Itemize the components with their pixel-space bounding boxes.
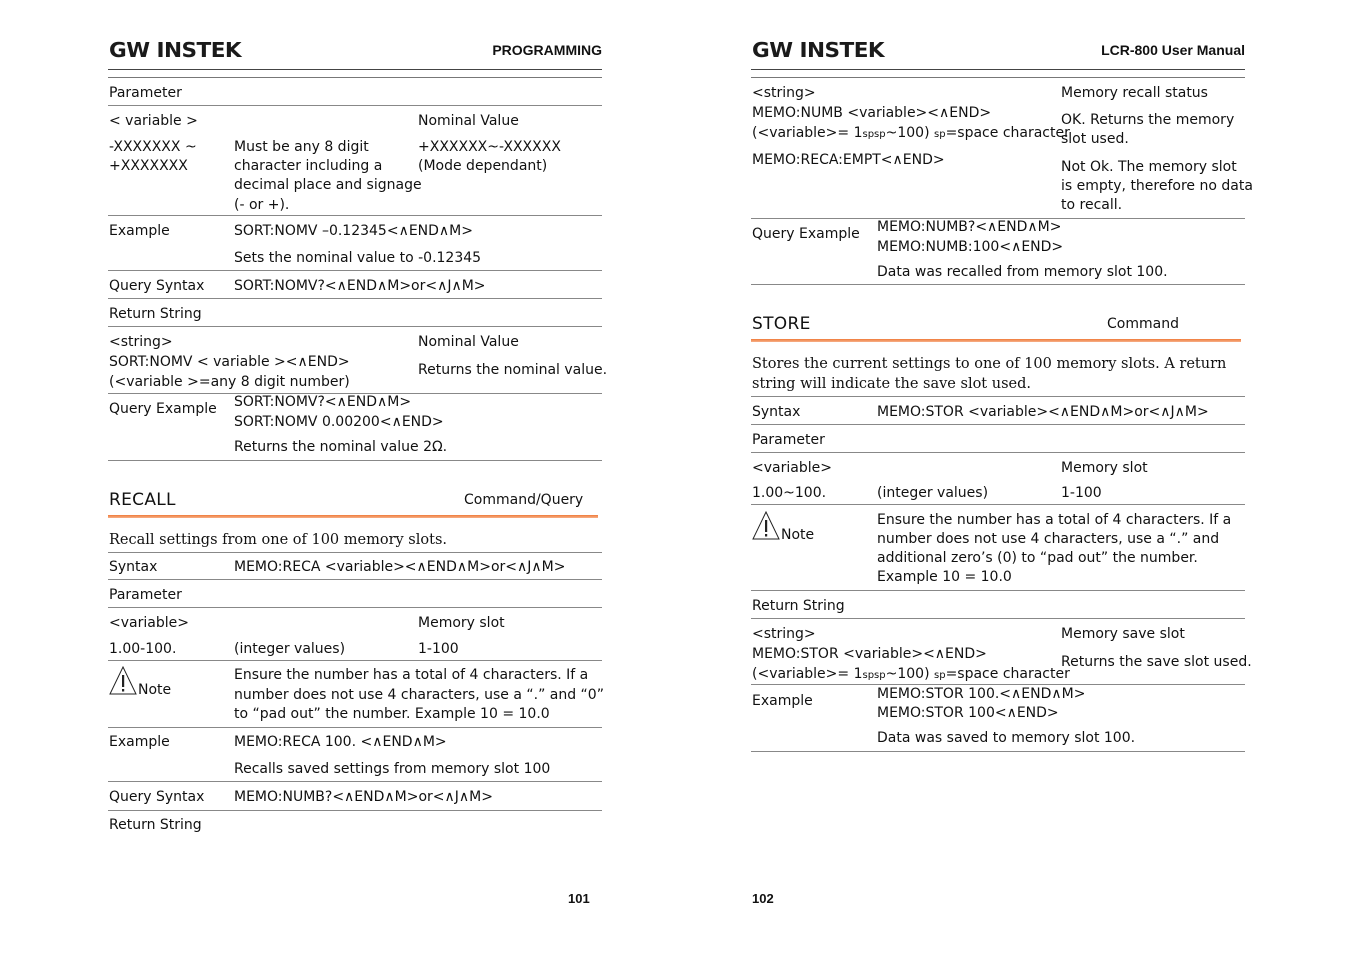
query-example-desc: Data was recalled from memory slot 100. [877, 264, 1168, 280]
store-example-cmd2: MEMO:STOR 100<∧END> [877, 705, 1059, 721]
header-title: LCR-800 User Manual [1101, 42, 1245, 58]
recall-string-row [751, 84, 1253, 219]
string-head: Memory save slot [1061, 626, 1185, 642]
recall-query-syntax-command: MEMO:NUMB?<∧END∧M>or<∧J∧M> [234, 789, 493, 805]
recall-example-row [108, 733, 602, 755]
store-underline [751, 339, 1241, 342]
empty-command: MEMO:RECA:EMPT<∧END> [752, 152, 945, 168]
var-b: ~100) [885, 125, 934, 141]
recall-range-row [108, 640, 602, 661]
page-number: 101 [568, 891, 590, 906]
recall-return-label: Return String [109, 817, 202, 833]
store-example-desc: Data was saved to memory slot 100. [877, 730, 1136, 746]
must-text-1: Must be any 8 digit [234, 139, 369, 155]
string-head: Nominal Value [418, 334, 519, 350]
string-command: SORT:NOMV < variable ><∧END> [109, 354, 350, 370]
store-syntax-label: Syntax [752, 404, 801, 420]
header-rule [108, 69, 602, 70]
query-example-row [108, 393, 602, 437]
store-desc-1: Stores the current settings to one of 100 memory slots. A return [752, 356, 1227, 372]
recall-return-row [108, 816, 602, 837]
note-line-3: additional zero’s (0) to “pad out” the number. [877, 550, 1198, 566]
param-row [108, 84, 602, 106]
note-line-2: number does not use 4 characters, use a “.” and “0” [234, 687, 604, 703]
warning-icon [109, 666, 137, 696]
recall-type: Command/Query [464, 492, 584, 508]
recall-param-row [108, 586, 602, 608]
store-range-row [751, 484, 1245, 505]
recall-range: 1.00-100. [109, 641, 177, 657]
note-line-1: Ensure the number has a total of 4 characters. If a [877, 512, 1232, 528]
store-syntax-row [751, 403, 1245, 425]
store-example-cmd1: MEMO:STOR 100.<∧END∧M> [877, 686, 1086, 702]
string-variable [752, 124, 1070, 144]
note-line-2: number does not use 4 characters, use a “.” and [877, 531, 1220, 547]
nok-line-1: Not Ok. The memory slot [1061, 159, 1237, 175]
status-head: Memory recall status [1061, 85, 1208, 101]
string-row [108, 333, 608, 394]
recall-param-label: Parameter [109, 587, 182, 603]
var-a: (<variable>= 1 [752, 666, 863, 682]
query-example-row [751, 218, 1245, 262]
store-string-row [751, 625, 1252, 685]
recall-query-syntax-row [108, 788, 602, 811]
var-c: =space character [945, 125, 1070, 141]
range-row [108, 138, 602, 216]
store-example-desc-row [751, 729, 1245, 752]
must-text-2: character including a [234, 158, 383, 174]
note-label: Note [781, 527, 815, 543]
store-param-label: Parameter [752, 432, 825, 448]
example-desc-row [108, 249, 602, 271]
store-type: Command [1107, 316, 1179, 332]
var-sub-spsp: spsp [862, 670, 886, 681]
nok-line-3: to recall. [1061, 197, 1123, 213]
return-string-label: Return String [109, 306, 202, 322]
query-syntax-label: Query Syntax [109, 278, 205, 294]
query-syntax-row [108, 277, 602, 299]
variable-row [108, 112, 602, 134]
store-desc [752, 354, 1226, 394]
var-b: ~100) [885, 666, 934, 682]
query-example-cmd1: MEMO:NUMB?<∧END∧M> [877, 219, 1062, 235]
query-example-cmd2: MEMO:NUMB:100<∧END> [877, 239, 1064, 255]
store-desc-2: string will indicate the save slot used. [752, 376, 1031, 392]
store-variable-row [751, 459, 1245, 481]
recall-syntax-row [108, 558, 602, 580]
header-rule-2 [751, 77, 1245, 78]
note-line-3: to “pad out” the number. Example 10 = 10.0 [234, 706, 550, 722]
recall-desc: Recall settings from one of 100 memory slots. [109, 532, 447, 548]
page-101 [108, 0, 608, 954]
recall-example-desc-row [108, 760, 602, 782]
string-variable: (<variable >=any 8 digit number) [109, 374, 350, 390]
page-102 [751, 0, 1253, 954]
example-row [108, 222, 602, 244]
string-label: <string> [752, 626, 816, 642]
recall-variable-label: <variable> [109, 615, 189, 631]
gw-instek-logo: GW INSTEK [109, 38, 242, 62]
string-label: <string> [752, 85, 816, 101]
nominal-mode: (Mode dependant) [418, 158, 548, 174]
query-example-cmd2: SORT:NOMV 0.00200<∧END> [234, 414, 444, 430]
store-return-label: Return String [752, 598, 845, 614]
store-slots: 1-100 [1061, 485, 1102, 501]
example-desc: Sets the nominal value to -0.12345 [234, 250, 482, 266]
range-text-1: -XXXXXXX ~ [109, 139, 197, 155]
query-example-cmd1: SORT:NOMV?<∧END∧M> [234, 394, 412, 410]
example-label: Example [109, 223, 170, 239]
recall-variable-head: Memory slot [418, 615, 505, 631]
store-example-row [751, 685, 1245, 729]
recall-syntax-label: Syntax [109, 559, 158, 575]
nok-line-2: is empty, therefore no data [1061, 178, 1253, 194]
var-sub-sp: sp [934, 129, 946, 140]
query-example-label: Query Example [109, 401, 217, 417]
var-c: =space character [945, 666, 1070, 682]
store-note-row [751, 511, 1245, 591]
recall-example-label: Example [109, 734, 170, 750]
note-label: Note [138, 682, 172, 698]
header-rule [751, 69, 1245, 70]
nominal-range: +XXXXXX~-XXXXXX [418, 139, 561, 155]
note-warning [752, 511, 815, 543]
recall-integer: (integer values) [234, 641, 346, 657]
header-rule-2 [108, 77, 602, 78]
recall-example-command: MEMO:RECA 100. <∧END∧M> [234, 734, 447, 750]
must-text-4: (- or +). [234, 197, 290, 213]
query-example-desc: Returns the nominal value 2Ω. [234, 439, 448, 455]
param-label: Parameter [109, 85, 182, 101]
store-desc-rule [751, 396, 1245, 397]
page-number: 102 [752, 891, 774, 906]
ok-line-2: slot used. [1061, 131, 1129, 147]
string-desc: Returns the save slot used. [1061, 654, 1252, 670]
header-title: PROGRAMMING [492, 42, 602, 58]
recall-query-syntax-label: Query Syntax [109, 789, 205, 805]
store-variable-label: <variable> [752, 460, 832, 476]
store-integer: (integer values) [877, 485, 989, 501]
store-variable-head: Memory slot [1061, 460, 1148, 476]
query-example-desc-row [751, 263, 1245, 285]
string-desc: Returns the nominal value. [418, 362, 608, 378]
range-text-2: +XXXXXXX [109, 158, 188, 174]
string-label: <string> [109, 334, 173, 350]
string-command: MEMO:STOR <variable><∧END> [752, 646, 987, 662]
note-line-4: Example 10 = 10.0 [877, 569, 1012, 585]
gw-instek-logo: GW INSTEK [752, 38, 885, 62]
recall-underline [108, 515, 598, 518]
store-param-row [751, 431, 1245, 453]
var-sub-spsp: spsp [862, 129, 886, 140]
note-line-1: Ensure the number has a total of 4 characters. If a [234, 667, 589, 683]
recall-slots: 1-100 [418, 641, 459, 657]
variable-label: < variable > [109, 113, 198, 129]
string-variable [752, 665, 1070, 685]
return-string-row [108, 305, 602, 327]
string-command: MEMO:NUMB <variable><∧END> [752, 105, 992, 121]
nominal-head: Nominal Value [418, 113, 519, 129]
store-title: STORE [752, 314, 811, 334]
var-sub-sp: sp [934, 670, 946, 681]
store-return-row [751, 597, 1245, 619]
recall-variable-row [108, 614, 602, 636]
warning-icon [752, 511, 780, 541]
recall-title: RECALL [109, 490, 176, 510]
query-example-label: Query Example [752, 226, 860, 242]
recall-desc-rule [108, 552, 602, 553]
note-warning [109, 666, 172, 698]
recall-syntax-command: MEMO:RECA <variable><∧END∧M>or<∧J∧M> [234, 559, 566, 575]
recall-example-desc: Recalls saved settings from memory slot 100 [234, 761, 551, 777]
must-text-3: decimal place and signage [234, 177, 422, 193]
recall-note-row [108, 666, 602, 728]
var-a: (<variable>= 1 [752, 125, 863, 141]
query-example-desc-row [108, 438, 602, 461]
store-range: 1.00~100. [752, 485, 827, 501]
ok-line-1: OK. Returns the memory [1061, 112, 1235, 128]
store-syntax-command: MEMO:STOR <variable><∧END∧M>or<∧J∧M> [877, 404, 1209, 420]
store-example-label: Example [752, 693, 813, 709]
example-command: SORT:NOMV –0.12345<∧END∧M> [234, 223, 473, 239]
query-syntax-command: SORT:NOMV?<∧END∧M>or<∧J∧M> [234, 278, 486, 294]
